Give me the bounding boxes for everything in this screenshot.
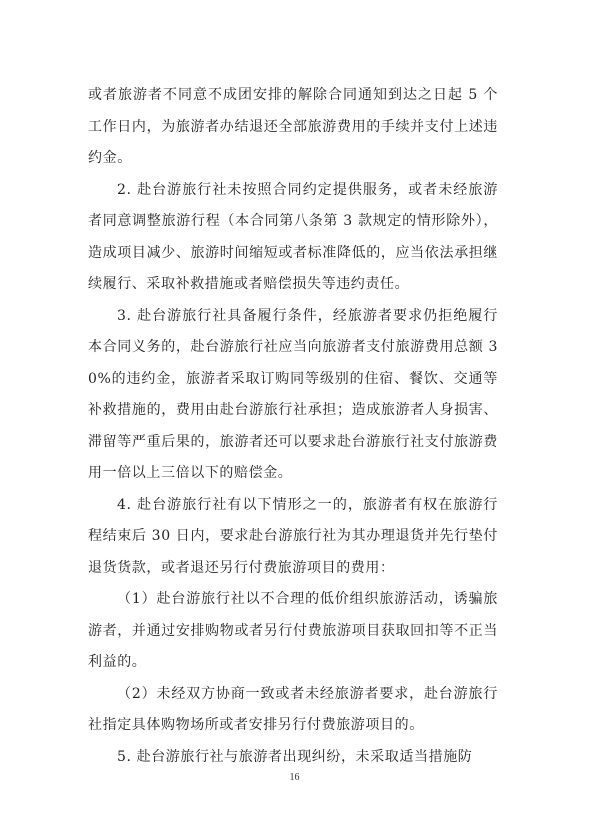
paragraph-7: 5. 赴台游旅行社与旅游者出现纠纷，未采取适当措施防: [117, 748, 473, 765]
paragraph-2: 2. 赴台游旅行社未按照合同约定提供服务，或者未经旅游者同意调整旅游行程（本合同第八条第 3 款规定的情形除外），造成项目减少、旅游时间缩短或者标准降低的，应当依法承担继续履行、采取补救措施或者赔偿损失等违约责任。: [88, 181, 498, 292]
paragraph-5: （1）赴台游旅行社以不合理的低价组织旅游活动，诱骗旅游者，并通过安排购物或者另行付费旅游项目获取回扣等不正当利益的。: [88, 591, 498, 670]
page-number: 16: [289, 772, 300, 783]
paragraph-1: 或者旅游者不同意不成团安排的解除合同通知到达之日起 5 个工作日内，为旅游者办结退还全部旅游费用的手续并支付上述违约金。: [88, 87, 498, 166]
paragraph-4: 4. 赴台游旅行社有以下情形之一的，旅游者有权在旅游行程结束后 30 日内，要求赴台游旅行社为其办理退货并先行垫付退货货款，或者退还另行付费旅游项目的费用：: [88, 496, 498, 576]
paragraph-6: （2）未经双方协商一致或者未经旅游者要求，赴台游旅行社指定具体购物场所或者安排另行付费旅游项目的。: [88, 685, 498, 733]
document-body: [88, 80, 498, 773]
paragraph-3: 3. 赴台游旅行社具备履行条件，经旅游者要求仍拒绝履行本合同义务的，赴台游旅行社应当向旅游者支付旅游费用总额 30%的违约金，旅游者采取订购同等级别的住宿、餐饮、交通等补救措施的，费用由赴台游旅行社承担；造成旅游者人身损害、滞留等严重后果的，旅游者还可以要求赴台游旅行社支付旅游费用一倍以上三倍以下的赔偿金。: [88, 307, 498, 481]
